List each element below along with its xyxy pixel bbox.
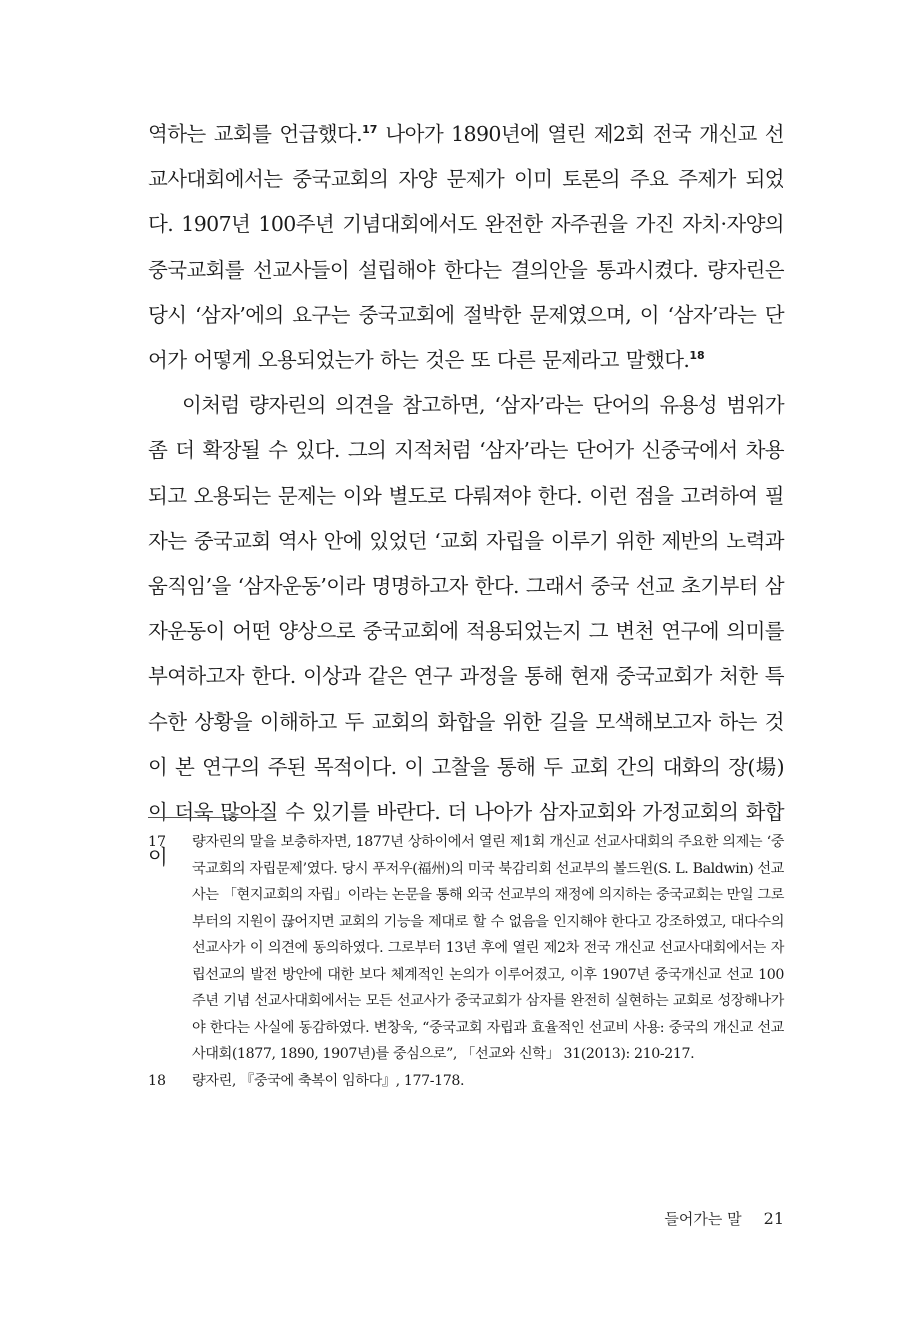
footnotes (148, 829, 784, 1094)
running-title: 들어가는 말 (664, 1210, 742, 1228)
page-footer (664, 1208, 784, 1229)
footnote-text: 량자린의 말을 보충하자면, 1877년 상하이에서 열린 제1회 개신교 선교사대회의 주요한 의제는 ‘중국교회의 자립문제’였다. 당시 푸저우(福州)의 미국 북감리회 선교부의 볼드윈(S. L. Baldwin) 선교사는 「현지교회의 자립」이라는 논문을 통해 외국 선교부의 재정에 의지하는 중국교회는 만일 그로부터의 지원이 끊어지면 교회의 기능을 제대로 할 수 없음을 인지해야 한다고 강조하였고, 대다수의 선교사가 이 의견에 동의하였다. 그로부터 13년 후에 열린 제2차 전국 개신교 선교사대회에서는 자립선교의 발전 방안에 대한 보다 체계적인 논의가 이루어졌고, 이후 1907년 중국개신교 선교 100주년 기념 선교사대회에서는 모든 선교사가 중국교회가 삼자를 완전히 실현하는 교회로 성장해나가야 한다는 사실에 동감하였다. 변창욱, “중국교회 자립과 효율적인 선교비 사용: 중국의 개신교 선교사대회(1877, 1890, 1907년)를 중심으로”, 「선교와 신학」 31(2013): 210-217. (192, 834, 784, 1062)
paragraph-1-part-b: 나아가 1890년에 열린 제2회 전국 개신교 선교사대회에서는 중국교회의 자양 문제가 이미 토론의 주요 주제가 되었다. 1907년 100주년 기념대회에서도 완전한 자주권을 가진 자치·자양의 중국교회를 선교사들이 설립해야 한다는 결의안을 통과시켰다. 량자린은 당시 ‘삼자’에의 요구는 중국교회에 절박한 문제였으며, 이 ‘삼자’라는 단어가 어떻게 오용되었는가 하는 것은 또 다른 문제라고 말했다. (148, 122, 784, 373)
footnote-ref-18[interactable]: 18 (689, 349, 705, 363)
footnote-text: 량자린, 『중국에 축복이 임하다』, 177-178. (192, 1072, 465, 1089)
footnote-number: 18 (148, 1072, 167, 1089)
footnote-ref-17[interactable]: 17 (362, 123, 378, 137)
footnote-17 (148, 829, 784, 1068)
paragraph-2: 이처럼 량자린의 의견을 참고하면, ‘삼자’라는 단어의 유용성 범위가 좀 더 확장될 수 있다. 그의 지적처럼 ‘삼자’라는 단어가 신중국에서 차용되고 오용되는 문제는 이와 별도로 다뤄져야 한다. 이런 점을 고려하여 필자는 중국교회 역사 안에 있었던 ‘교회 자립을 이루기 위한 제반의 노력과 움직임’을 ‘삼자운동’이라 명명하고자 한다. 그래서 중국 선교 초기부터 삼자운동이 어떤 양상으로 중국교회에 적용되었는지 그 변천 연구에 의미를 부여하고자 한다. 이상과 같은 연구 과정을 통해 현재 중국교회가 처한 특수한 상황을 이해하고 두 교회의 화합을 위한 길을 모색해보고자 하는 것이 본 연구의 주된 목적이다. 이 고찰을 통해 두 교회 간의 대화의 장(場)이 더욱 많아질 수 있기를 바란다. 더 나아가 삼자교회와 가정교회의 화합이 (148, 393, 784, 870)
footnote-number: 17 (148, 834, 167, 850)
footnote-divider (148, 817, 270, 818)
page-number: 21 (763, 1209, 784, 1228)
main-text (148, 112, 784, 880)
paragraph-1 (148, 112, 784, 383)
paragraph-1-part-a: 역하는 교회를 언급했다. (148, 122, 363, 146)
footnote-18 (148, 1068, 784, 1095)
